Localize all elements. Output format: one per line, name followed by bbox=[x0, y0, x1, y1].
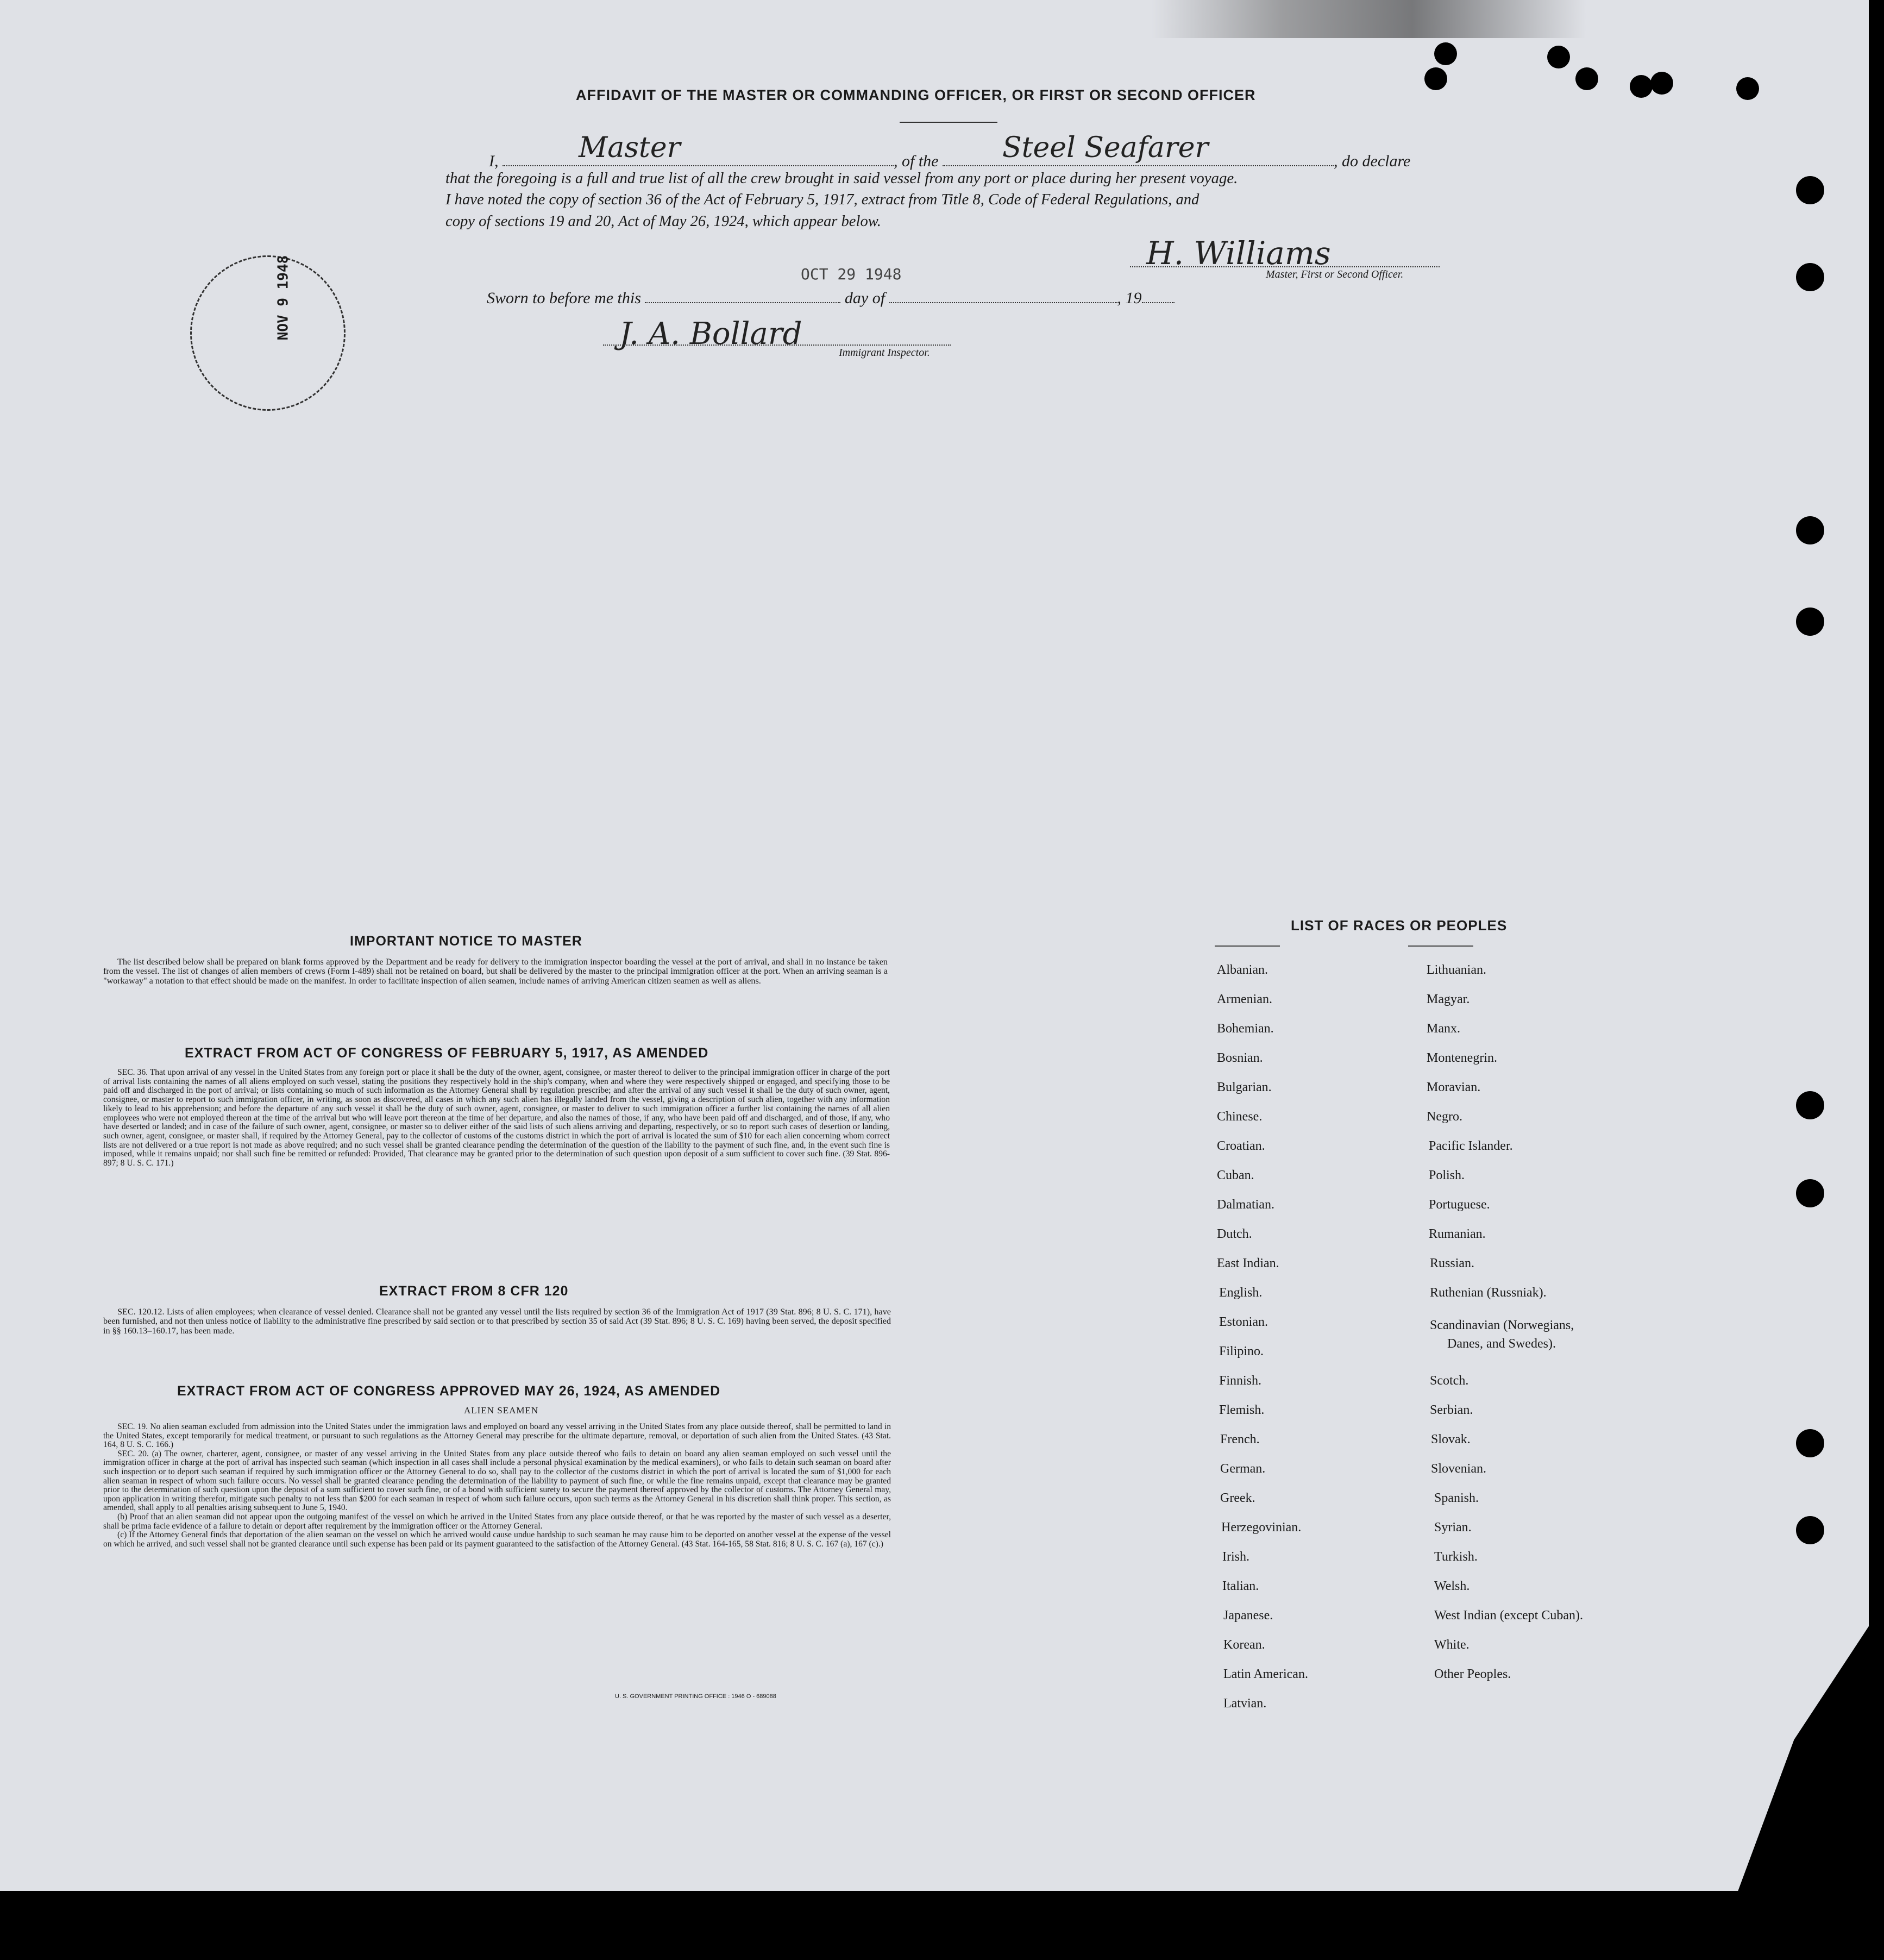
race-item: Albanian. bbox=[1217, 963, 1268, 977]
rank-field bbox=[503, 131, 894, 166]
race-item: Chinese. bbox=[1217, 1110, 1263, 1124]
sworn-day-label: day of bbox=[844, 289, 886, 307]
extract-1917-paragraph: SEC. 36. That upon arrival of any vessel in the United States from any foreign port or place it shall be the duty of the owner, agent, consignee, or master thereof to deliver to the principal immigration officer in charge of the port of arrival lists containing the names of all aliens employed on such vessel, stating the positions they respectively hold in the ship's company, when and where they were respectively shipped or engaged, and specifying those to be paid off and discharged in the port of arrival; or lists containing so much of such information as the Attorney General shall by regulation prescribe; and after the arrival of any such vessel it shall be the duty of such owner, agent, consignee, or master to report to such immigration officer, in writing, as soon as discovered, all cases in which any such alien has illegally landed from the vessel, giving a description of such alien, together with any information likely to lead to his apprehension; and before the departure of any such vessel it shall be the duty of such owner, agent, consignee, or master to deliver to such immigration officer a further list containing the names of all alien employees who were not employed thereon at the time of the arrival but who will leave port thereon at the time of her departure, and also the names of those, if any, who have been paid off and discharged, and of those, if any, who have deserted or landed; and in case of the failure of such owner, agent, consignee, or master so to deliver either of the said lists of such aliens arriving and departing, respectively, or so to report such cases of desertion or landing, such owner, agent, consignee, or master shall, if required by the Attorney General, pay to the collector of customs of the customs district in which the port of arrival is located the sum of $10 for each alien concerning whom correct lists are not delivered or a true report is not made as above required; and no such vessel shall be granted clearance pending the determination of the question of the liability to the payment of such fine, and, in the event such fine is imposed, while it remains unpaid; nor shall such fine be remitted or refunded: Provided, That clearance may be granted prior to the determination of such question upon deposit of a sum sufficient to cover such fine. (39 Stat. 896-897; 8 U. S. C. 171.) bbox=[103, 1068, 890, 1168]
punch-hole bbox=[1575, 67, 1598, 90]
notice-paragraph: The list described below shall be prepared on blank forms approved by the Department and be ready for delivery to the immigration inspector boarding the vessel at the port of arrival, and shall in no instance be taken from the vessel. The list of changes of alien members of crews (Form I-489) shall not be retained on board, but shall be delivered by the master to the principal immigration officer at the port. When an arriving seaman is a "workaway" a notation to that effect should be made on the manifest. In order to facilitate inspection of alien seamen, include names of arriving American citizen seamen as well as aliens. bbox=[103, 957, 888, 986]
of-the-label: , of the bbox=[894, 152, 939, 170]
race-item: East Indian. bbox=[1217, 1256, 1279, 1270]
race-item: Latin American. bbox=[1223, 1667, 1308, 1681]
punch-hole bbox=[1796, 1179, 1824, 1207]
declaration-prefix: I, bbox=[489, 152, 499, 170]
race-item: Slovak. bbox=[1431, 1432, 1471, 1446]
punch-hole bbox=[1424, 67, 1447, 90]
scan-edge-shadow bbox=[1152, 0, 1586, 38]
punch-hole bbox=[1650, 72, 1673, 95]
inspector-signature: J. A. Bollard bbox=[619, 316, 802, 352]
vessel-field bbox=[943, 131, 1334, 166]
punch-hole bbox=[1796, 516, 1824, 544]
race-item: Montenegrin. bbox=[1427, 1051, 1497, 1065]
race-item: West Indian (except Cuban). bbox=[1434, 1608, 1583, 1623]
declaration-line-4: copy of sections 19 and 20, Act of May 26, 1924, which appear below. bbox=[445, 213, 881, 230]
race-item: Scotch. bbox=[1430, 1374, 1469, 1388]
race-item: Irish. bbox=[1222, 1550, 1249, 1564]
punch-hole bbox=[1547, 46, 1570, 68]
received-stamp-date: NOV 9 1948 bbox=[275, 255, 292, 341]
races-rule-right bbox=[1408, 945, 1473, 947]
races-rule-left bbox=[1215, 945, 1280, 947]
inspector-rule bbox=[603, 345, 951, 346]
race-item: Armenian. bbox=[1217, 992, 1272, 1006]
race-item: Danes, and Swedes). bbox=[1447, 1337, 1556, 1351]
declaration-line-1 bbox=[489, 131, 1411, 171]
vessel-handwritten: Steel Seafarer bbox=[1002, 131, 1209, 164]
races-title: LIST OF RACES OR PEOPLES bbox=[1291, 917, 1508, 934]
declaration-line-3: I have noted the copy of section 36 of the Act of February 5, 1917, extract from Title 8, Code of Federal Regulations, and bbox=[445, 191, 1200, 208]
sworn-prefix: Sworn to before me this bbox=[487, 289, 641, 307]
race-item: Manx. bbox=[1427, 1022, 1460, 1036]
race-item: Serbian. bbox=[1430, 1403, 1473, 1417]
race-item: Bulgarian. bbox=[1217, 1080, 1272, 1094]
race-item: Dalmatian. bbox=[1217, 1198, 1274, 1212]
race-item: Korean. bbox=[1223, 1638, 1265, 1652]
punch-hole bbox=[1796, 608, 1824, 636]
race-item: Negro. bbox=[1427, 1110, 1462, 1124]
punch-hole bbox=[1630, 75, 1653, 98]
race-item: Polish. bbox=[1429, 1168, 1465, 1182]
extract-cfr-text bbox=[103, 1307, 891, 1336]
affidavit-title: AFFIDAVIT OF THE MASTER OR COMMANDING OFFICER, OR FIRST OR SECOND OFFICER bbox=[576, 87, 1256, 103]
punch-hole bbox=[1736, 77, 1759, 100]
race-item: Moravian. bbox=[1427, 1080, 1481, 1094]
printing-office-imprint: U. S. GOVERNMENT PRINTING OFFICE : 1946 O - 689088 bbox=[615, 1693, 776, 1700]
race-item: Ruthenian (Russniak). bbox=[1430, 1286, 1547, 1300]
race-item: Pacific Islander. bbox=[1429, 1139, 1513, 1153]
punch-hole bbox=[1796, 1429, 1824, 1457]
sec-20b-paragraph: (b) Proof that an alien seaman did not appear upon the outgoing manifest of the vessel on which he arrived in the United States from any place outside thereof, or that he was reported by the master of such vessel as a deserter, shall be prima facie evidence of a failure to detain or deport after requirement by the immigration officer or the Attorney General. bbox=[103, 1512, 891, 1531]
race-item: Slovenian. bbox=[1431, 1462, 1486, 1476]
race-item: Flemish. bbox=[1219, 1403, 1265, 1417]
race-item: Lithuanian. bbox=[1427, 963, 1486, 977]
sworn-line bbox=[487, 289, 1175, 308]
extract-cfr-title: EXTRACT FROM 8 CFR 120 bbox=[379, 1283, 569, 1299]
race-item: Rumanian. bbox=[1429, 1227, 1486, 1241]
sworn-day-field bbox=[645, 302, 840, 303]
extract-1924-text bbox=[103, 1423, 891, 1549]
punch-hole bbox=[1434, 42, 1457, 65]
race-item: French. bbox=[1220, 1432, 1260, 1446]
received-stamp bbox=[190, 255, 346, 411]
race-item: Herzegovinian. bbox=[1221, 1520, 1302, 1535]
race-item: Magyar. bbox=[1427, 992, 1470, 1006]
race-item: Finnish. bbox=[1219, 1374, 1262, 1388]
race-item: Croatian. bbox=[1217, 1139, 1265, 1153]
rank-handwritten: Master bbox=[579, 131, 681, 164]
race-item: Italian. bbox=[1222, 1579, 1259, 1593]
declaration-line-2: that the foregoing is a full and true list of all the crew brought in said vessel from any port or place during her present voyage. bbox=[445, 170, 1238, 187]
master-signature: H. Williams bbox=[1146, 235, 1331, 272]
sworn-year-field bbox=[1142, 302, 1175, 303]
race-item: Turkish. bbox=[1434, 1550, 1478, 1564]
race-item: Syrian. bbox=[1434, 1520, 1472, 1535]
race-item: Other Peoples. bbox=[1434, 1667, 1511, 1681]
sec-19-paragraph: SEC. 19. No alien seaman excluded from admission into the United States under the immigration laws and employed on board any vessel arriving in the United States from any place outside thereof, shall be permitted to land in the United States, except temporarily for medical treatment, or pursuant to such regulations as the Attorney General may prescribe for the ultimate departure, removal, or deportation of such alien from the United States. (43 Stat. 164, 8 U. S. C. 166.) bbox=[103, 1422, 891, 1450]
punch-hole bbox=[1796, 1516, 1824, 1544]
punch-hole bbox=[1796, 176, 1824, 204]
date-stamp: OCT 29 1948 bbox=[801, 265, 902, 283]
notice-title: IMPORTANT NOTICE TO MASTER bbox=[350, 934, 582, 949]
title-rule bbox=[900, 122, 997, 123]
extract-1917-text bbox=[103, 1068, 890, 1168]
race-item: Welsh. bbox=[1434, 1579, 1470, 1593]
race-item: Russian. bbox=[1430, 1256, 1475, 1270]
race-item: Estonian. bbox=[1219, 1315, 1268, 1329]
extract-cfr-paragraph: SEC. 120.12. Lists of alien employees; when clearance of vessel denied. Clearance shall not be granted any vessel until the lists required by section 36 of the Immigration Act of 1917 (39 Stat. 896; 8 U. S. C. 171), have been furnished, and not then unless notice of liability to the administrative fine prescribed by said section or to that prescribed by section 35 of said Act (39 Stat. 896; 8 U. S. C. 169) having been served, the deposit specified in §§ 160.13–160.17, has been made. bbox=[103, 1307, 891, 1336]
race-item: English. bbox=[1219, 1286, 1263, 1300]
race-item: Cuban. bbox=[1217, 1168, 1254, 1182]
signature-rule bbox=[1130, 266, 1440, 267]
extract-1924-title: EXTRACT FROM ACT OF CONGRESS APPROVED MAY 26, 1924, AS AMENDED bbox=[177, 1383, 721, 1399]
race-item: Bosnian. bbox=[1217, 1051, 1263, 1065]
race-item: Greek. bbox=[1220, 1491, 1255, 1505]
race-item: Filipino. bbox=[1219, 1344, 1264, 1358]
declare-suffix: , do declare bbox=[1334, 152, 1411, 170]
notice-text bbox=[103, 957, 888, 986]
signature-caption: Master, First or Second Officer. bbox=[1266, 268, 1404, 280]
punch-hole bbox=[1796, 1091, 1824, 1119]
race-item: Portuguese. bbox=[1429, 1198, 1490, 1212]
extract-1924-subtitle: ALIEN SEAMEN bbox=[464, 1405, 539, 1416]
inspector-caption: Immigrant Inspector. bbox=[839, 347, 930, 359]
punch-hole bbox=[1796, 263, 1824, 291]
sworn-year-label: , 19 bbox=[1117, 289, 1142, 307]
extract-1917-title: EXTRACT FROM ACT OF CONGRESS OF FEBRUARY 5, 1917, AS AMENDED bbox=[185, 1045, 709, 1061]
race-item: Bohemian. bbox=[1217, 1022, 1274, 1036]
race-item: Scandinavian (Norwegians, bbox=[1430, 1318, 1574, 1332]
race-item: Latvian. bbox=[1223, 1696, 1267, 1711]
race-item: Japanese. bbox=[1223, 1608, 1273, 1623]
race-item: Spanish. bbox=[1434, 1491, 1479, 1505]
sec-20c-paragraph: (c) If the Attorney General finds that deportation of the alien seaman on the vessel on which he arrived would cause undue hardship to such seaman he may cause him to be deported on another vessel at the expense of the vessel on which he arrived, and such vessel shall not be granted clearance until such expense has been paid or its payment guaranteed to the satisfaction of the Attorney General. (43 Stat. 164-165, 58 Stat. 816; 8 U. S. C. 167 (a), 167 (c).) bbox=[103, 1530, 891, 1549]
race-item: German. bbox=[1220, 1462, 1266, 1476]
sec-20a-paragraph: SEC. 20. (a) The owner, charterer, agent, consignee, or master of any vessel arriving in the United States from any place outside thereof who fails to detain on board any alien seaman employed on such vessel until the immigration officer in charge at the port of arrival has inspected such seaman (which inspection in all cases shall include a personal physical examination by the medical examiners), or who fails to detain such seaman on board after such inspection or to deport such seaman if required by such immigration officer or the Attorney General to do so, shall pay to the collector of the customs district in which the port of arrival is located the sum of $1,000 for each alien seaman in respect of whom such failure occurs. No vessel shall be granted clearance pending the determination of the liability to payment of such fine, or while the fine remains unpaid, except that clearance may be granted prior to the determination of such question upon the deposit of a sum sufficient to cover such fine, or of a bond with sufficient surety to secure the payment thereof approved by the collector of customs. The Attorney General may, upon application in writing therefor, mitigate such penalty to not less than $200 for each seaman in respect of whom such failure occurs, upon such terms as the Attorney General in his discretion shall think proper. This section, as amended, shall apply to all penalties arising subsequent to June 5, 1940. bbox=[103, 1449, 891, 1513]
sworn-month-field bbox=[889, 302, 1117, 303]
race-item: White. bbox=[1434, 1638, 1469, 1652]
race-item: Dutch. bbox=[1217, 1227, 1252, 1241]
